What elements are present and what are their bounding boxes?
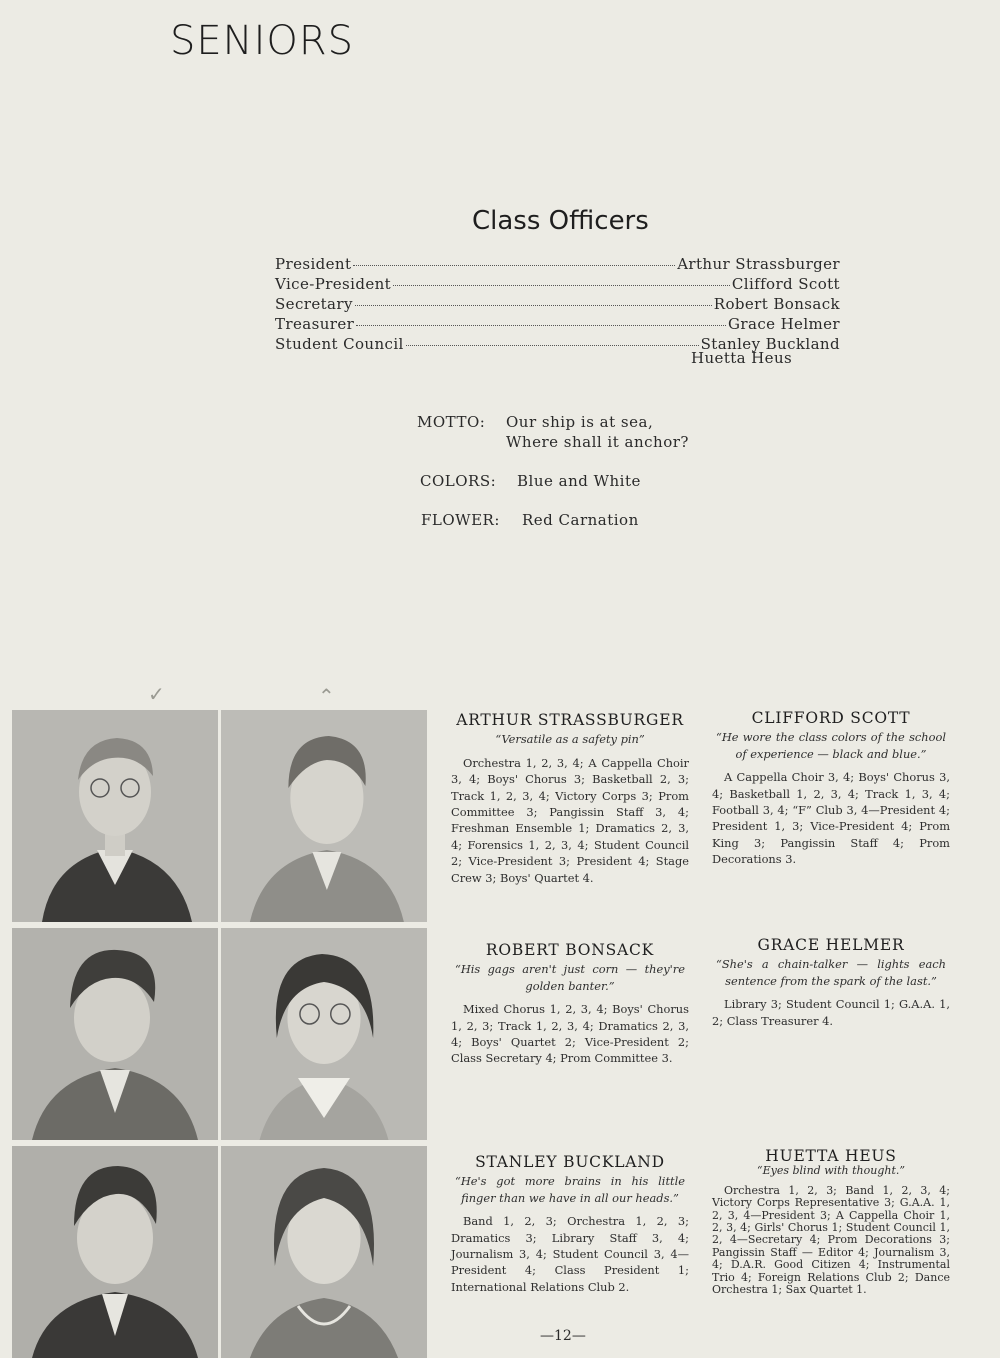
portrait-photo [12,928,218,1140]
portrait-photo [12,710,218,922]
senior-activities: Library 3; Student Council 1; G.A.A. 1, 2; Class Treasurer 4. [712,997,950,1028]
officer-extra-name: Huetta Heus [691,349,793,367]
senior-bio-robert-bonsack [451,942,689,1067]
portrait-photo [221,1146,427,1358]
senior-activities: Orchestra 1, 2, 3; Band 1, 2, 3, 4; Victory Corps Representative 3; G.A.A. 1, 2, 3, 4—President 3; A Cappella Choir 1, 2, 3, 4; Girls' Chorus 1; Student Council 1, 2, 4—Secretary 4; Prom Decorations 3; Pangissin Staff — Editor 4; Journalism 3, 4; D.A.R. Good Citizen 4; Instrumental Trio 4; Foreign Relations Club 2; Dance Orchestra 1; Sax Quartet 1. [712,1183,950,1297]
portrait-photo [12,1146,218,1358]
senior-bio-grace-helmer [712,937,950,1029]
pencil-check-mark: ⌃ [318,684,335,708]
senior-activities: A Cappella Choir 3, 4; Boys' Chorus 3, 4; Basketball 1, 2, 3, 4; Track 1, 3, 4; Football 3, 4; “F” Club 3, 4—President 4; President 1, 3; Vice-President 4; Prom King 3; Pangissin Staff 4; Prom Decorations 3. [712,770,950,867]
officer-name: Robert Bonsack [713,295,840,313]
senior-activities: Mixed Chorus 1, 2, 3, 4; Boys' Chorus 1, 2, 3; Track 1, 2, 3, 4; Dramatics 2, 3, 4; Boys' Quartet 2; Vice-President 2; Class Secretary 4; Prom Committee 3. [451,1002,689,1066]
senior-name: CLIFFORD SCOTT [751,709,911,727]
senior-name: STANLEY BUCKLAND [475,1153,665,1171]
senior-quote: “Eyes blind with thought.” [756,1164,906,1178]
senior-name: ARTHUR STRASSBURGER [456,711,684,729]
senior-bio-clifford-scott [712,710,950,868]
colors-label: COLORS: [420,472,497,490]
senior-quote: “He wore the class colors of the school of experience — black and blue.” [716,730,946,761]
leader-dots [406,345,699,346]
page-number: —12— [540,1328,586,1344]
officer-row-treasurer [275,315,840,335]
portrait-photo [221,928,427,1140]
motto-line-1: Our ship is at sea, [506,413,654,431]
pencil-check-mark: ✓ [148,682,165,706]
officer-name: Arthur Strassburger [677,255,840,273]
officer-role: Treasurer [275,315,355,333]
leader-dots [355,305,712,306]
officer-role: President [275,255,352,273]
senior-bio-stanley-buckland [451,1154,689,1295]
senior-activities: Band 1, 2, 3; Orchestra 1, 2, 3; Dramatics 3; Library Staff 3, 4; Journalism 3, 4; Student Council 3, 4—President 4; Class President 1; International Relations Club 2. [451,1214,689,1294]
motto-line-2: Where shall it anchor? [506,433,689,451]
officer-row-president [275,255,840,275]
officer-name: Grace Helmer [728,315,840,333]
senior-quote: “Versatile as a safety pin” [495,732,645,747]
flower-label: FLOWER: [421,511,500,529]
officer-row-secretary [275,295,840,315]
senior-bio-arthur-strassburger [451,712,689,886]
portrait-photo [221,710,427,922]
motto-label: MOTTO: [417,413,486,431]
leader-dots [353,265,675,266]
officer-name: Clifford Scott [731,275,840,293]
colors-value: Blue and White [517,472,641,490]
leader-dots [356,325,726,326]
officer-role: Vice-President [275,275,392,293]
officer-row-vice-president [275,275,840,295]
officer-role: Student Council [275,335,404,353]
flower-value: Red Carnation [522,511,639,529]
officers-title: Class Officers [472,206,649,236]
leader-dots [393,285,730,286]
officer-name: Stanley Buckland [700,335,840,353]
senior-quote: “She's a chain-talker — lights each sentence from the spark of the last.” [716,957,946,988]
senior-activities: Orchestra 1, 2, 3, 4; A Cappella Choir 3, 4; Boys' Chorus 3; Basketball 2, 3; Track 1, 2, 3, 4; Victory Corps 3; Prom Committee 3; Pangissin Staff 3, 4; Freshman Ensemble 1; Dramatics 2, 3, 4; Forensics 1, 2, 3, 4; Student Council 2; Vice-President 3; President 4; Stage Crew 3; Boys' Quartet 4. [451,755,689,885]
senior-name: HUETTA HEUS [765,1147,897,1165]
senior-name: GRACE HELMER [757,936,905,954]
officer-role: Secretary [275,295,353,313]
senior-name: ROBERT BONSACK [485,941,655,959]
senior-quote: “He's got more brains in his little finger than we have in all our heads.” [455,1174,685,1205]
senior-bio-huetta-heus [712,1147,950,1297]
senior-quote: “His gags aren't just corn — they're golden banter.” [455,962,685,993]
page-heading: SENIORS [170,18,355,64]
